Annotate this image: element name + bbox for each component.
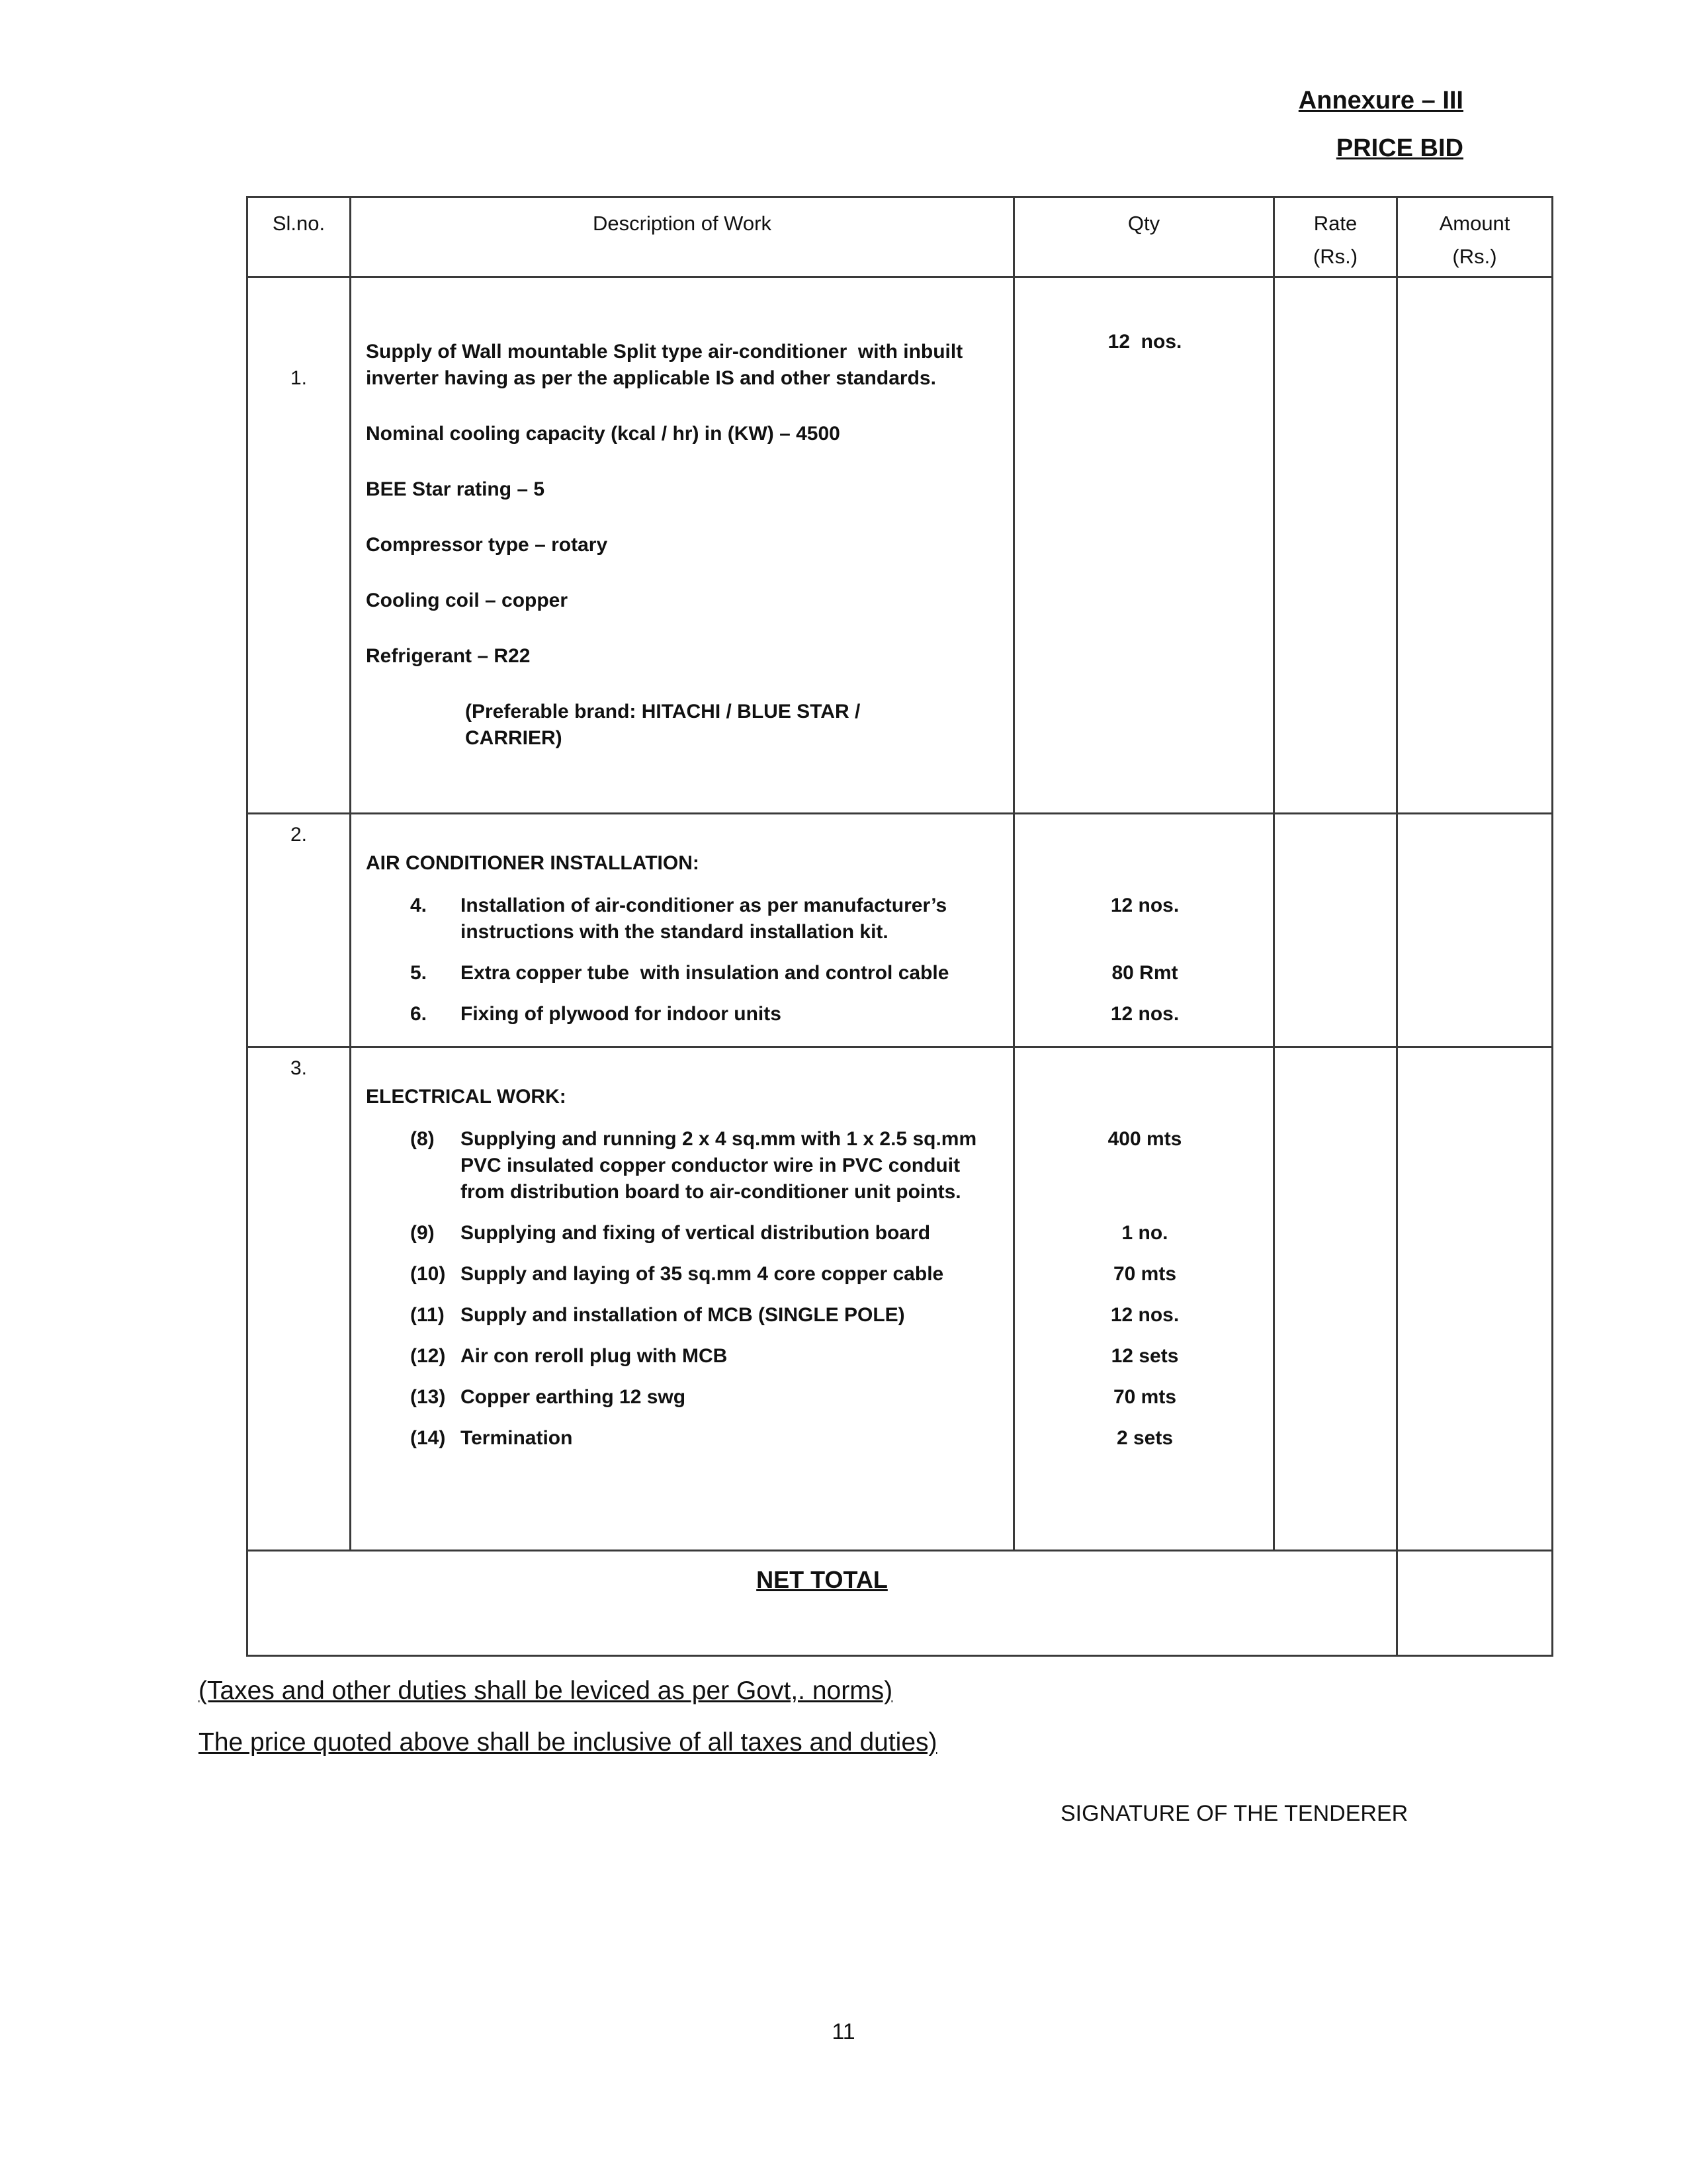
row1-paragraph: Supply of Wall mountable Split type air-conditioner with inbuilt inverter having as per the applicable IS and other standards. [366,341,969,389]
item-text: Installation of air-conditioner as per manufacturer’s instructions with the standard installation kit. [460,895,953,943]
row2-slno: 2. [248,814,351,1046]
item-text: Copper earthing 12 swg [460,1386,686,1408]
item-qty: 70 mts [1113,1263,1177,1285]
item-number: (14) [410,1427,446,1449]
header-amount [1398,198,1551,276]
table-row-electrical [248,1048,1551,1551]
row1-description [351,278,1015,752]
row2-description-qty [351,814,1275,1046]
net-total-cell [248,1551,1398,1655]
row1-qty: 12 nos. [1107,331,1182,353]
row1-paragraph: BEE Star rating – 5 [366,478,545,500]
header-rate-line1: Rate [1313,212,1358,235]
row2-amount-cell [1398,814,1551,1046]
work-item [351,1425,1273,1452]
row3-description-qty [351,1048,1275,1550]
page-number: 11 [832,2019,855,2044]
item-number: 5. [410,962,427,984]
row1-description-qty [351,278,1275,812]
row1-paragraph: Cooling coil – copper [366,590,568,611]
header-amount-line1: Amount [1439,212,1510,235]
price-inclusive-footnote: The price quoted above shall be inclusive of all taxes and duties) [198,1728,937,1757]
item-number: 6. [410,1003,427,1025]
row1-amount-cell [1398,278,1551,812]
row1-rate-cell [1275,278,1398,812]
annexure-title: Annexure – III [1298,87,1463,114]
table-header-row [248,198,1551,278]
header-slno: Sl.no. [248,198,351,276]
item-qty: 80 Rmt [1111,962,1178,984]
item-qty: 12 nos. [1110,1304,1180,1326]
work-item [351,893,1273,945]
row3-rate-cell [1275,1048,1398,1550]
item-text: Air con reroll plug with MCB [460,1345,728,1367]
item-number: 4. [410,895,427,916]
work-item [351,1302,1273,1329]
work-item [351,1220,1273,1246]
item-text: Supply and installation of MCB (SINGLE POLE) [460,1304,905,1326]
price-bid-title: PRICE BID [1336,134,1463,162]
item-text: Termination [460,1427,573,1449]
row3-heading: ELECTRICAL WORK: [366,1086,566,1108]
work-item [351,960,1273,986]
row1-slno: 1. [248,278,351,812]
work-item [351,1343,1273,1370]
row1-paragraph: Nominal cooling capacity (kcal / hr) in (KW) – 4500 [366,423,840,445]
work-item [351,1261,1273,1288]
item-text: Supply and laying of 35 sq.mm 4 core copper cable [460,1263,944,1285]
row1-brand-note: (Preferable brand: HITACHI / BLUE STAR / CARRIER) [465,701,866,749]
work-item [351,1001,1273,1027]
item-qty: 12 sets [1111,1345,1179,1367]
item-number: (8) [410,1128,435,1150]
row1-paragraph: Refrigerant – R22 [366,645,531,667]
item-qty: 400 mts [1107,1128,1182,1150]
row3-amount-cell [1398,1048,1551,1550]
row3-slno: 3. [248,1048,351,1550]
net-total-amount-cell [1398,1551,1551,1655]
row2-heading: AIR CONDITIONER INSTALLATION: [366,852,699,874]
item-number: (12) [410,1345,446,1367]
item-number: (9) [410,1222,435,1244]
work-item [351,1126,1273,1205]
row1-paragraph: Compressor type – rotary [366,534,608,556]
net-total-label: NET TOTAL [756,1566,888,1593]
item-number: (11) [410,1304,445,1326]
document-titles [1299,86,1463,163]
item-text: Extra copper tube with insulation and control cable [460,962,949,984]
item-text: Fixing of plywood for indoor units [460,1003,781,1025]
signature-line: SIGNATURE OF THE TENDERER [1060,1801,1408,1826]
header-amount-line2: (Rs.) [1452,245,1497,268]
item-text: Supplying and fixing of vertical distribution board [460,1222,931,1244]
item-qty: 12 nos. [1110,895,1180,916]
table-row-supply [248,278,1551,814]
item-number: (13) [410,1386,446,1408]
net-total-row [248,1551,1551,1655]
header-rate-line2: (Rs.) [1313,245,1358,268]
item-text: Supplying and running 2 x 4 sq.mm with 1 x 2.5 sq.mm PVC insulated copper conductor wire in PVC conduit from distribution board to air-conditioner unit points. [460,1128,982,1203]
table-row-installation [248,814,1551,1048]
header-qty: Qty [1015,198,1275,276]
work-item [351,1384,1273,1411]
item-number: (10) [410,1263,446,1285]
item-qty: 1 no. [1121,1222,1168,1244]
taxes-footnote: (Taxes and other duties shall be leviced as per Govt,. norms) [198,1677,893,1705]
item-qty: 12 nos. [1110,1003,1180,1025]
item-qty: 70 mts [1113,1386,1177,1408]
price-bid-table [246,196,1553,1657]
header-rate [1275,198,1398,276]
header-description: Description of Work [351,198,1015,276]
row2-rate-cell [1275,814,1398,1046]
item-qty: 2 sets [1116,1427,1174,1449]
